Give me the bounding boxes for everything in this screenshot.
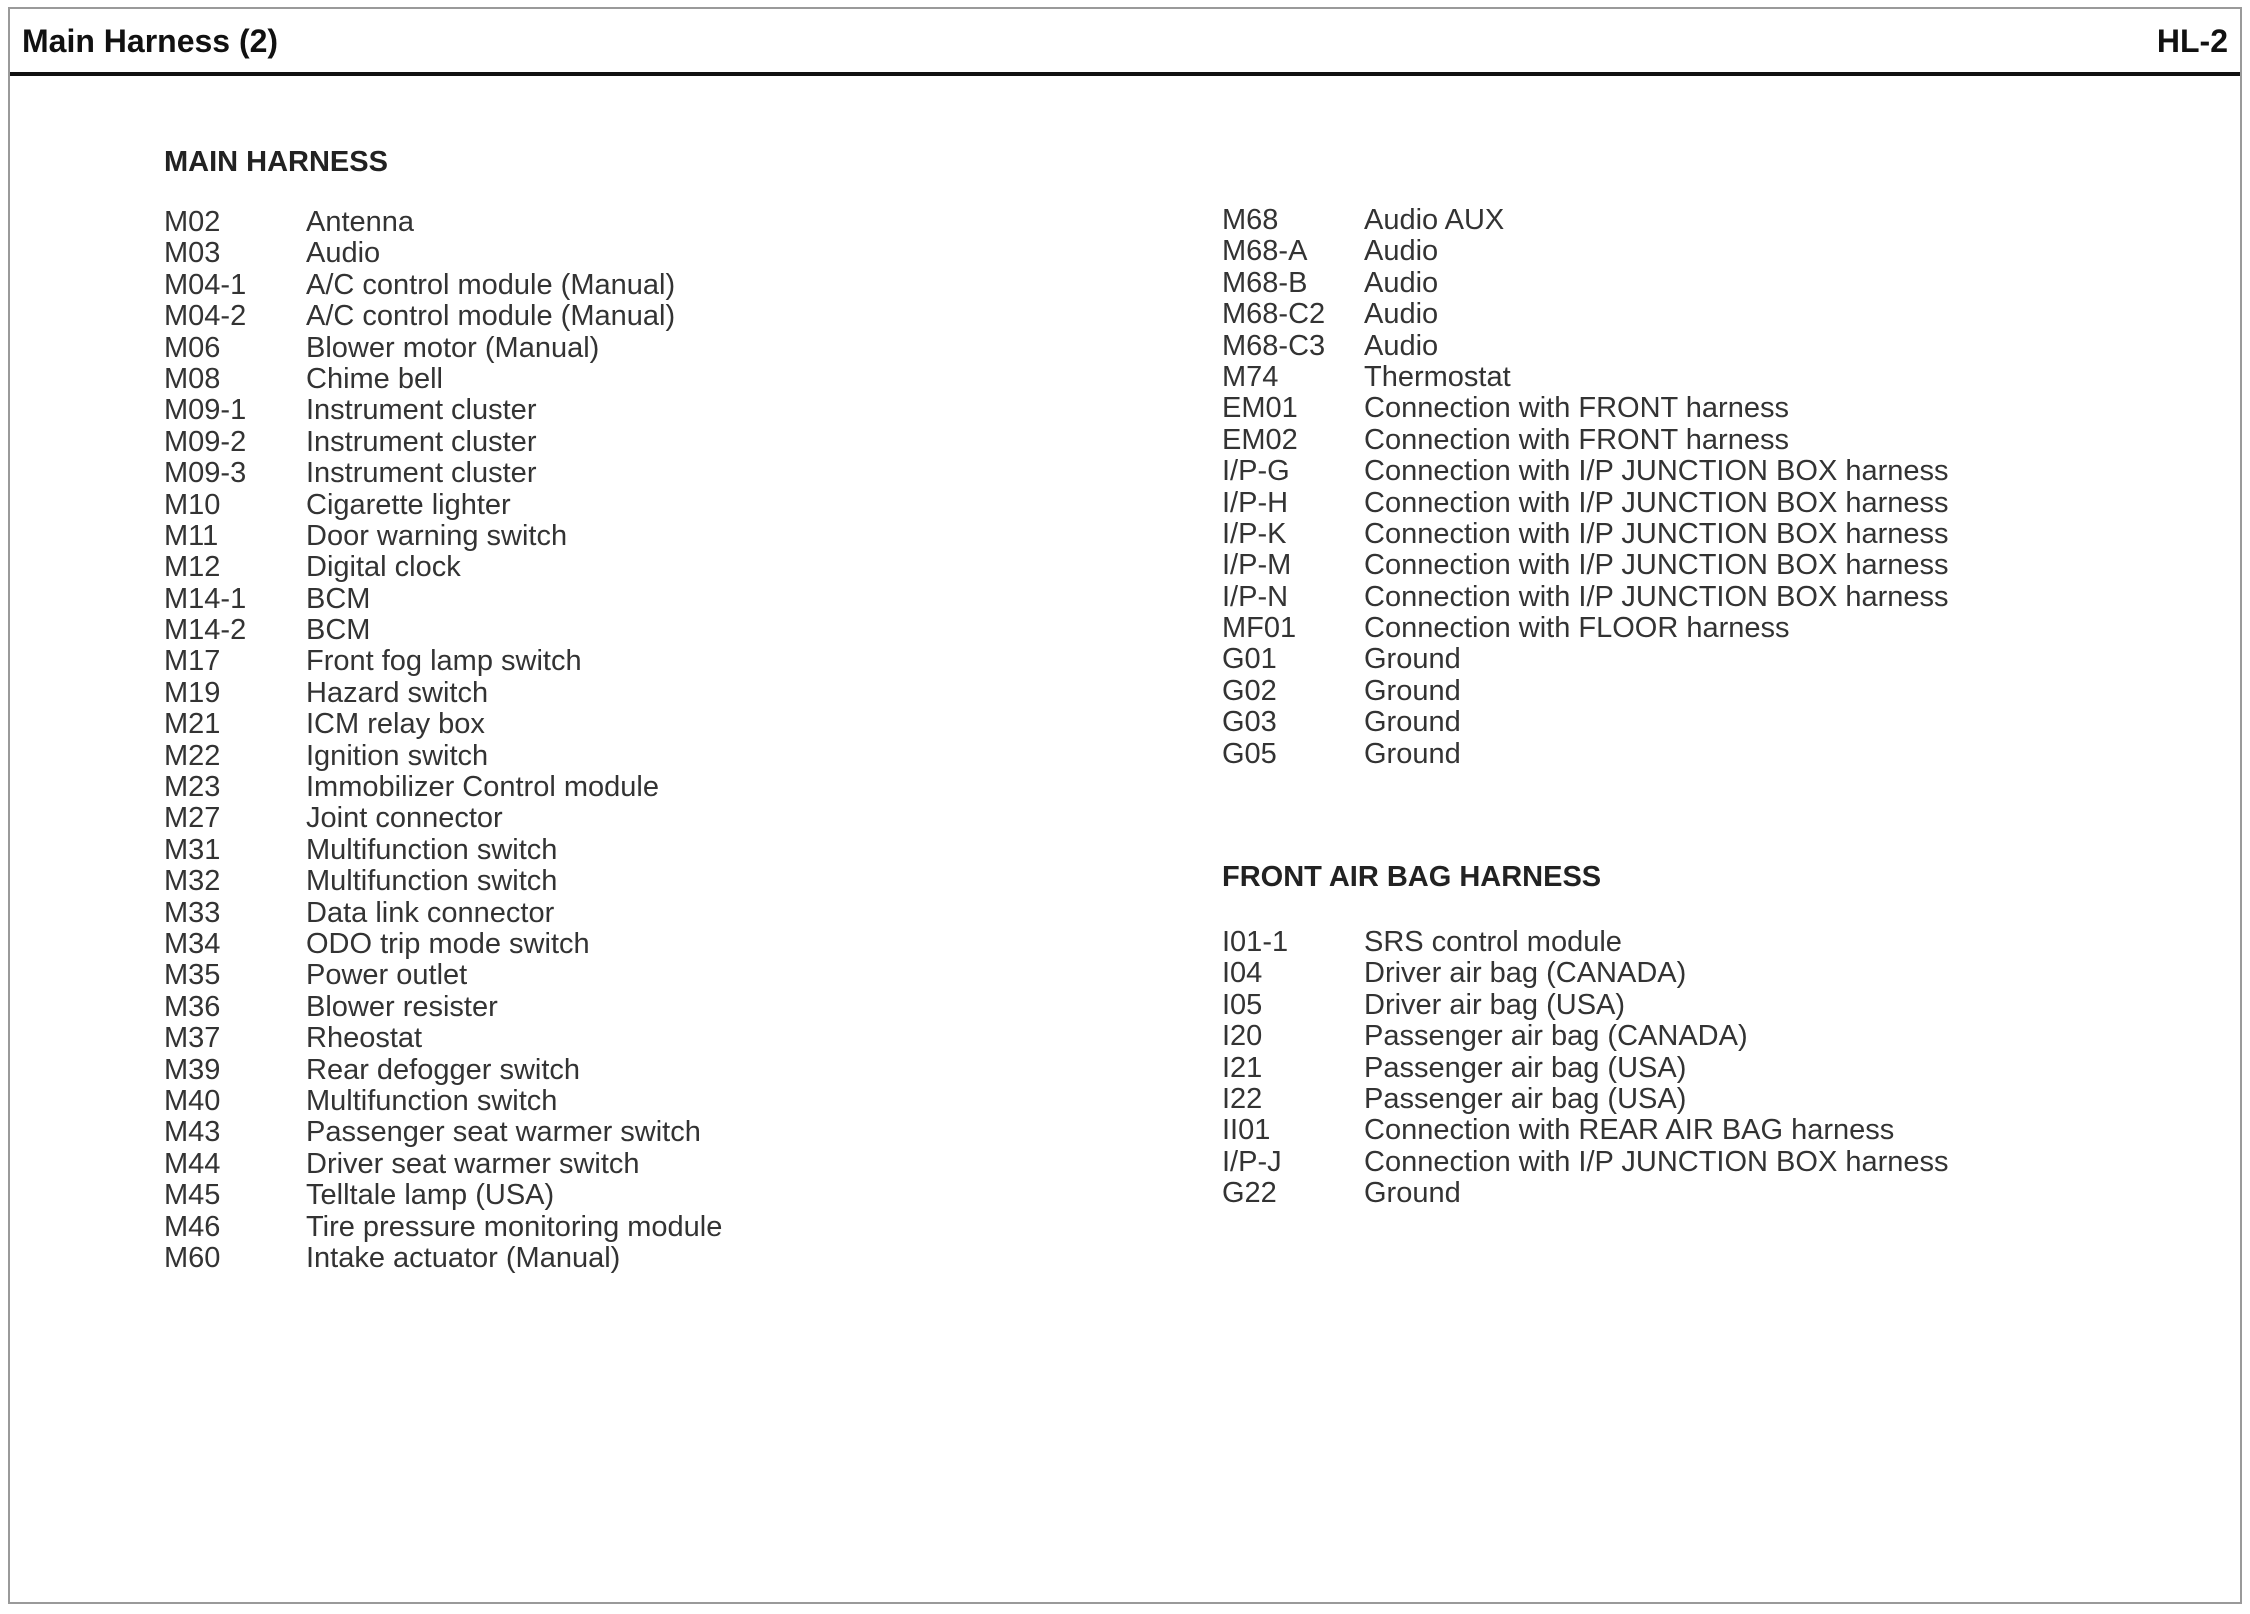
connector-code: M19: [164, 676, 221, 709]
connector-code: I20: [1222, 1020, 1263, 1053]
connector-description: ICM relay box: [306, 708, 485, 741]
connector-description: BCM: [306, 582, 371, 615]
connector-code: G01: [1222, 643, 1277, 676]
connector-row: [1222, 1115, 1949, 1146]
connector-row: [164, 678, 722, 709]
connector-description: Connection with FRONT harness: [1364, 392, 1789, 425]
page-code: HL-2: [2156, 23, 2228, 59]
connector-code: M32: [164, 865, 221, 898]
connector-row: [164, 584, 722, 615]
connector-code: M23: [164, 771, 221, 804]
connector-row: [164, 364, 722, 395]
connector-description: Instrument cluster: [306, 394, 537, 427]
connector-description: Door warning switch: [306, 519, 568, 552]
connector-row: [164, 772, 722, 803]
connector-row: [164, 552, 722, 583]
connector-code: M35: [164, 959, 221, 992]
connector-description: Hazard switch: [306, 676, 489, 709]
main-harness-list-col1: [164, 207, 722, 1274]
connector-code: M68-C2: [1222, 298, 1326, 331]
connector-description: Antenna: [306, 206, 415, 238]
connector-description: Connection with REAR AIR BAG harness: [1364, 1114, 1895, 1147]
connector-row: [1222, 927, 1949, 958]
connector-row: [1222, 582, 1949, 613]
connector-description: Rheostat: [306, 1022, 423, 1055]
connector-code: I/P-H: [1222, 486, 1289, 519]
connector-row: [164, 803, 722, 834]
connector-description: Connection with I/P JUNCTION BOX harness: [1364, 455, 1949, 488]
connector-description: Immobilizer Control module: [306, 771, 659, 804]
connector-code: M22: [164, 739, 221, 772]
connector-description: Connection with FLOOR harness: [1364, 612, 1790, 645]
connector-code: M08: [164, 362, 221, 395]
connector-row: [164, 207, 722, 238]
connector-code: M43: [164, 1116, 221, 1149]
connector-code: I04: [1222, 957, 1263, 990]
connector-code: M04-2: [164, 300, 247, 333]
connector-description: Ground: [1364, 643, 1461, 676]
connector-row: [164, 301, 722, 332]
connector-description: Blower resister: [306, 990, 498, 1023]
connector-code: M14-1: [164, 582, 247, 615]
connector-row: [1222, 676, 1949, 707]
connector-code: M37: [164, 1022, 221, 1055]
connector-row: [164, 741, 722, 772]
connector-row: [164, 458, 722, 489]
connector-code: I/P-G: [1222, 455, 1290, 488]
connector-row: [164, 929, 722, 960]
connector-description: Ground: [1364, 674, 1461, 707]
connector-description: Ignition switch: [306, 739, 489, 772]
connector-code: M06: [164, 331, 221, 364]
connector-code: M21: [164, 708, 221, 741]
front-air-bag-harness-heading: FRONT AIR BAG HARNESS: [1222, 861, 1602, 893]
connector-description: Telltale lamp (USA): [306, 1179, 555, 1212]
connector-description: ODO trip mode switch: [306, 927, 590, 960]
connector-row: [164, 866, 722, 897]
connector-description: Connection with I/P JUNCTION BOX harness: [1364, 517, 1949, 550]
connector-code: M60: [164, 1241, 221, 1274]
connector-code: I01-1: [1222, 926, 1289, 958]
connector-row: [164, 1149, 722, 1180]
connector-code: M09-2: [164, 425, 247, 458]
connector-code: M68-A: [1222, 235, 1308, 268]
connector-row: [1222, 331, 1949, 362]
connector-description: Audio: [1364, 298, 1439, 331]
connector-code: M45: [164, 1179, 221, 1212]
connector-row: [1222, 519, 1949, 550]
connector-code: G05: [1222, 737, 1277, 770]
connector-code: M44: [164, 1147, 221, 1180]
connector-row: [164, 333, 722, 364]
connector-code: M33: [164, 896, 221, 929]
connector-description: Digital clock: [306, 551, 461, 584]
connector-row: [164, 238, 722, 269]
connector-description: Intake actuator (Manual): [306, 1241, 621, 1274]
connector-description: Front fog lamp switch: [306, 645, 582, 678]
connector-row: [1222, 613, 1949, 644]
connector-row: [164, 1055, 722, 1086]
connector-description: Ground: [1364, 706, 1461, 739]
connector-description: Audio AUX: [1364, 204, 1505, 236]
connector-description: Passenger seat warmer switch: [306, 1116, 701, 1149]
connector-code: M04-1: [164, 268, 247, 301]
connector-description: Instrument cluster: [306, 425, 537, 458]
connector-code: I/P-K: [1222, 517, 1287, 550]
connector-code: M14-2: [164, 614, 247, 647]
connector-code: M68-C3: [1222, 329, 1326, 362]
connector-row: [1222, 1178, 1949, 1209]
connector-description: Tire pressure monitoring module: [306, 1210, 723, 1243]
connector-row: [1222, 1053, 1949, 1084]
connector-row: [1222, 456, 1949, 487]
connector-description: Ground: [1364, 1177, 1461, 1210]
connector-row: [1222, 1021, 1949, 1052]
connector-row: [1222, 268, 1949, 299]
connector-row: [1222, 550, 1949, 581]
connector-code: M31: [164, 833, 221, 866]
connector-row: [164, 646, 722, 677]
connector-code: M03: [164, 237, 221, 270]
connector-description: Blower motor (Manual): [306, 331, 600, 364]
connector-code: M39: [164, 1053, 221, 1086]
connector-description: A/C control module (Manual): [306, 300, 676, 333]
connector-row: [164, 1212, 722, 1243]
connector-code: M09-3: [164, 457, 247, 490]
connector-code: II01: [1222, 1114, 1271, 1147]
connector-description: Chime bell: [306, 362, 443, 395]
connector-code: M68-B: [1222, 266, 1308, 299]
connector-description: Power outlet: [306, 959, 468, 992]
connector-description: Audio: [1364, 235, 1439, 268]
connector-row: [1222, 958, 1949, 989]
connector-description: Audio: [306, 237, 381, 270]
connector-row: [1222, 393, 1949, 424]
connector-code: I22: [1222, 1082, 1263, 1115]
page-title: Main Harness (2): [22, 23, 279, 59]
connector-row: [1222, 707, 1949, 738]
connector-description: Passenger air bag (CANADA): [1364, 1020, 1748, 1053]
connector-description: A/C control module (Manual): [306, 268, 676, 301]
connector-description: Multifunction switch: [306, 833, 558, 866]
connector-row: [1222, 1084, 1949, 1115]
connector-row: [164, 395, 722, 426]
connector-code: M11: [164, 519, 219, 552]
connector-row: [164, 427, 722, 458]
connector-description: Connection with FRONT harness: [1364, 423, 1789, 456]
connector-row: [164, 521, 722, 552]
connector-description: Driver air bag (USA): [1364, 988, 1626, 1021]
connector-description: Multifunction switch: [306, 865, 558, 898]
connector-code: MF01: [1222, 612, 1297, 645]
connector-description: Audio: [1364, 329, 1439, 362]
front-air-bag-harness-list: [1222, 927, 1949, 1210]
connector-code: G02: [1222, 674, 1277, 707]
connector-row: [164, 1117, 722, 1148]
connector-description: Passenger air bag (USA): [1364, 1082, 1687, 1115]
connector-code: M27: [164, 802, 221, 835]
connector-description: Passenger air bag (USA): [1364, 1051, 1687, 1084]
connector-description: Ground: [1364, 737, 1461, 770]
connector-code: M10: [164, 488, 221, 521]
connector-code: I21: [1222, 1051, 1263, 1084]
connector-row: [1222, 299, 1949, 330]
connector-code: EM02: [1222, 423, 1298, 456]
connector-row: [164, 898, 722, 929]
connector-description: Instrument cluster: [306, 457, 537, 490]
connector-row: [164, 1243, 722, 1274]
connector-row: [164, 1023, 722, 1054]
connector-description: Connection with I/P JUNCTION BOX harness: [1364, 1145, 1949, 1178]
connector-description: BCM: [306, 614, 371, 647]
connector-code: I/P-M: [1222, 549, 1292, 582]
connector-description: Cigarette lighter: [306, 488, 511, 521]
connector-code: I/P-N: [1222, 580, 1289, 613]
connector-row: [164, 835, 722, 866]
connector-row: [164, 1086, 722, 1117]
connector-description: Driver seat warmer switch: [306, 1147, 640, 1180]
connector-code: M02: [164, 206, 221, 238]
connector-description: Thermostat: [1364, 360, 1511, 393]
connector-description: Multifunction switch: [306, 1084, 558, 1117]
connector-row: [1222, 990, 1949, 1021]
connector-code: M46: [164, 1210, 221, 1243]
connector-description: Driver air bag (CANADA): [1364, 957, 1687, 990]
connector-code: I/P-J: [1222, 1145, 1282, 1178]
main-harness-heading: MAIN HARNESS: [164, 146, 388, 178]
connector-description: Audio: [1364, 266, 1439, 299]
connector-code: M68: [1222, 204, 1279, 236]
connector-code: G22: [1222, 1177, 1277, 1210]
connector-row: [164, 992, 722, 1023]
connector-description: Data link connector: [306, 896, 555, 929]
connector-row: [1222, 644, 1949, 675]
connector-code: EM01: [1222, 392, 1298, 425]
connector-row: [164, 960, 722, 991]
connector-code: M40: [164, 1084, 221, 1117]
connector-row: [1222, 236, 1949, 267]
connector-description: Connection with I/P JUNCTION BOX harness: [1364, 486, 1949, 519]
connector-row: [164, 1180, 722, 1211]
connector-code: M74: [1222, 360, 1279, 393]
connector-row: [1222, 425, 1949, 456]
connector-code: I05: [1222, 988, 1263, 1021]
connector-description: Connection with I/P JUNCTION BOX harness: [1364, 549, 1949, 582]
connector-row: [1222, 488, 1949, 519]
main-harness-list-col2: [1222, 205, 1949, 770]
connector-code: M17: [164, 645, 221, 678]
connector-description: Rear defogger switch: [306, 1053, 581, 1086]
connector-row: [1222, 205, 1949, 236]
connector-code: M12: [164, 551, 221, 584]
connector-description: SRS control module: [1364, 926, 1622, 958]
connector-description: Joint connector: [306, 802, 503, 835]
connector-row: [164, 270, 722, 301]
connector-description: Connection with I/P JUNCTION BOX harness: [1364, 580, 1949, 613]
connector-row: [164, 490, 722, 521]
connector-code: M36: [164, 990, 221, 1023]
page-header: [10, 9, 2240, 76]
connector-row: [1222, 1147, 1949, 1178]
connector-code: G03: [1222, 706, 1277, 739]
connector-code: M34: [164, 927, 221, 960]
connector-row: [1222, 362, 1949, 393]
connector-row: [164, 615, 722, 646]
connector-code: M09-1: [164, 394, 247, 427]
connector-row: [164, 709, 722, 740]
connector-row: [1222, 739, 1949, 770]
